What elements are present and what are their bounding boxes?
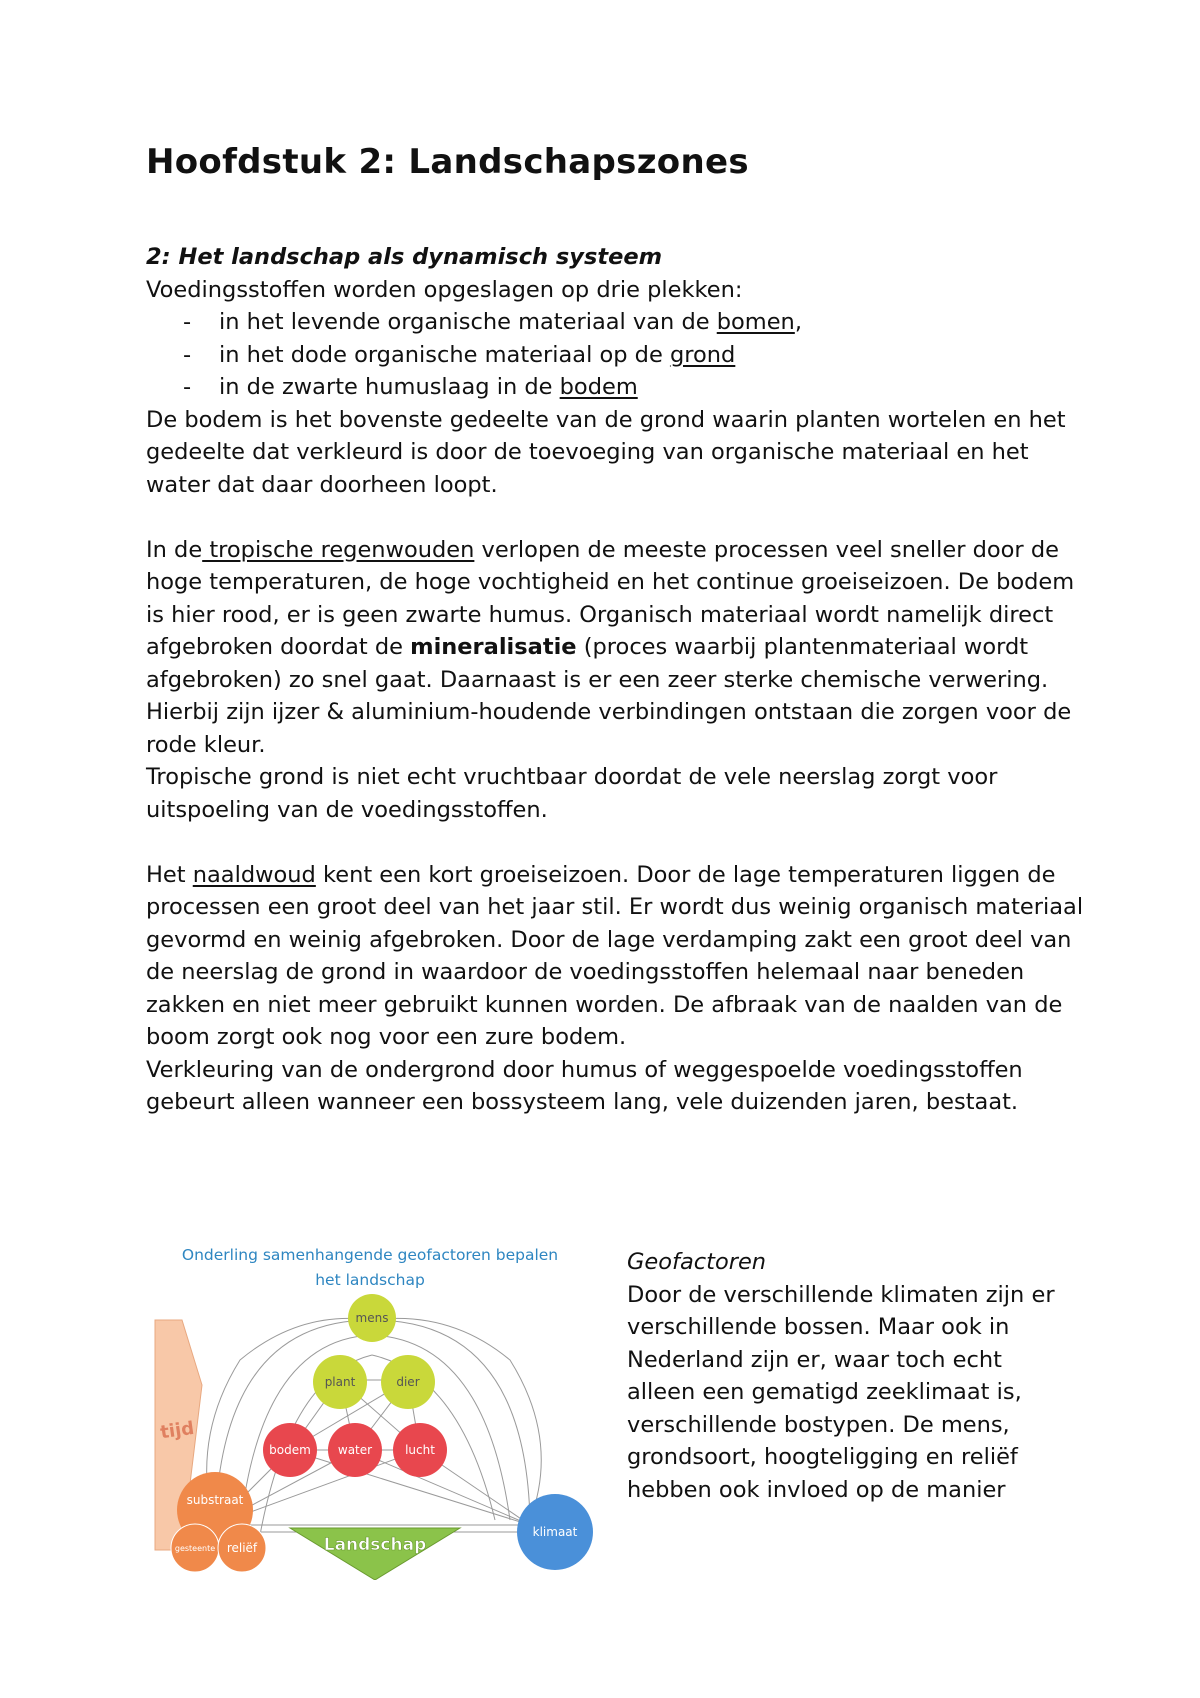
storage-list [146,306,1096,404]
geofactor-diagram [150,1240,600,1580]
gesteente-label: gesteente [174,1544,216,1553]
bodem-definition: De bodem is het bovenste gedeelte van de grond waarin planten wortelen en het gedeelte dat verkleurd is door de toevoeging van organische materiaal en het water dat daar doorheen loopt. [146,406,1066,498]
geofactoren-heading: Geofactoren [627,1249,767,1275]
main-text [146,241,1096,1119]
naaldwoud-paragraph: Het naaldwoud kent een kort groeiseizoen. Door de lage temperaturen liggen de processen een groot deel van het jaar stil. Er wordt dus weinig organisch materiaal gevormd en weinig afgebroken. Door de lage verdamping zakt een groot deel van de neerslag de grond in waardoor de voedingsstoffen helemaal naar beneden zakken en niet meer gebruikt kunnen worden. De afbraak van de naalden van de boom zorgt ook nog voor een zure bodem. [146,861,1084,1050]
list-item: - in de zwarte humuslaag in de bodem [183,374,638,400]
discoloration-paragraph: Verkleuring van de ondergrond door humus of weggespoelde voedingsstoffen gebeurt alleen wanneer een bossysteem lang, vele duizenden jaren, bestaat. [146,1056,1023,1115]
geofactoren-section [627,1246,1077,1506]
section-heading: 2: Het landschap als dynamisch systeem [146,244,663,270]
plant-label: plant [324,1375,356,1389]
geofactoren-text: Door de verschillende klimaten zijn er verschillende bossen. Maar ook in Nederland zijn er, waar toch echt alleen een gematigd zeeklimaat is, verschillende bostypen. De mens, grondsoort, hoogteligging en reliëf hebben ook invloed op de manier [627,1281,1055,1503]
mens-label: mens [355,1311,389,1325]
geofactor-diagram-svg [150,1240,600,1580]
lucht-label: lucht [405,1443,435,1457]
connection-lines [207,1318,542,1535]
klimaat-label: klimaat [532,1525,578,1539]
landscape-label: Landschap [323,1535,427,1555]
relief-label: reliëf [226,1541,258,1555]
bodem-label: bodem [269,1443,311,1457]
tropical-soil-paragraph: Tropische grond is niet echt vruchtbaar doordat de vele neerslag zorgt voor uitspoeling van de voedingsstoffen. [146,764,998,823]
diagram-caption-line1: Onderling samenhangende geofactoren bepalen [181,1246,559,1264]
tropical-paragraph: In de tropische regenwouden verlopen de meeste processen veel sneller door de hoge temperaturen, de hoge vochtigheid en het continue groeiseizoen. De bodem is hier rood, er is geen zwarte humus. Organisch materiaal wordt namelijk direct afgebroken doordat de mineralisatie (proces waarbij plantenmateriaal wordt afgebroken) zo snel gaat. Daarnaast is er een zeer sterke chemische verwering. Hierbij zijn ijzer & aluminium-houdende verbindingen ontstaan die zorgen voor de rode kleur. [146,536,1075,758]
list-item: - in het dode organische materiaal op de grond [183,341,736,368]
list-item: - in het levende organische materiaal van de bomen, [183,309,802,335]
substraat-label: substraat [186,1493,244,1507]
diagram-caption-line2: het landschap [315,1271,425,1289]
dier-label: dier [396,1375,420,1389]
time-label: tijd [159,1417,196,1444]
page-title: Hoofdstuk 2: Landschapszones [146,142,749,182]
water-label: water [337,1443,373,1457]
intro-paragraph: Voedingsstoffen worden opgeslagen op drie plekken: [146,276,743,303]
